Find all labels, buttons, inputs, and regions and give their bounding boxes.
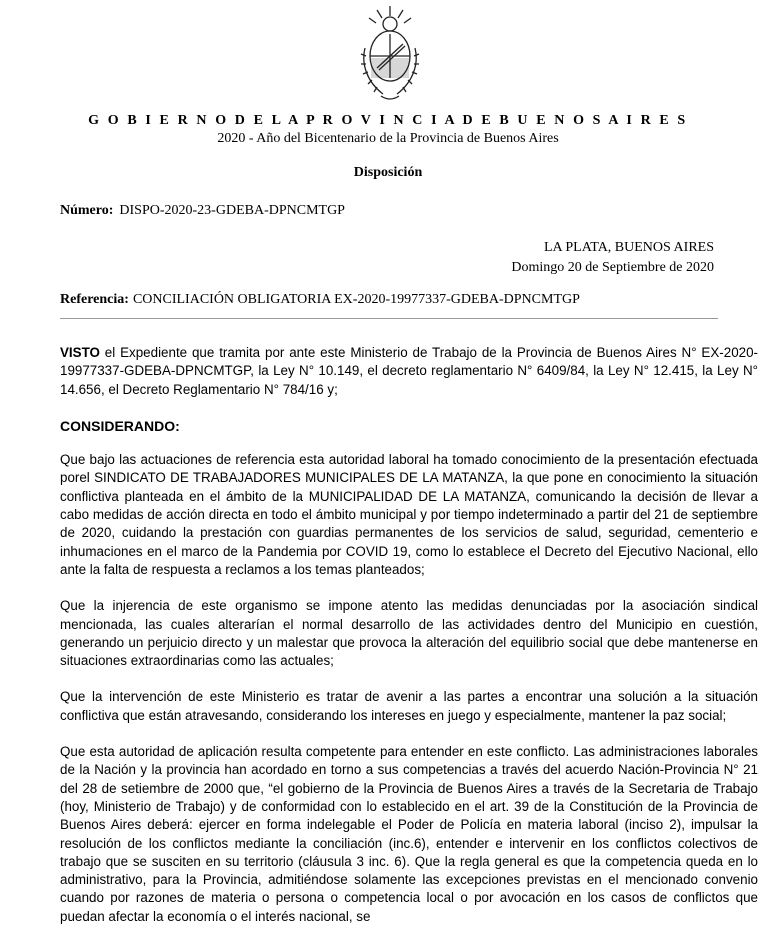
reference-label: Referencia: xyxy=(60,292,129,307)
government-header: G O B I E R N O D E L A P R O V I N C I A D E B U E N O S A I R E S xyxy=(88,113,688,128)
visto-text: el Expediente que tramita por ante este Ministerio de Trabajo de la Provincia de Buenos Aires N° EX-2020-19977337-GDEBA-DPNCMTGP, la Ley N° 10.149, el decreto reglamentario N° 6409/84, la Ley N° 12.415, la Ley N° 14.656, el Decreto Reglamentario N° 784/16 y; xyxy=(60,345,758,397)
number-value: DISPO-2020-23-GDEBA-DPNCMTGP xyxy=(119,203,345,218)
paragraph-2: Que la injerencia de este organismo se impone atento las medidas denunciadas por la asociación sindical mencionada, las cuales alterarían el normal desarrollo de las actividades dentro del Municipio en cuestión, generando un perjuicio directo y un malestar que provoca la alteración del equilibrio social que debe mantenerse en situaciones extraordinarias como las actuales; xyxy=(60,598,758,669)
document-type: Disposición xyxy=(353,165,423,180)
city: LA PLATA, BUENOS AIRES xyxy=(543,240,714,255)
paragraph-1: Que bajo las actuaciones de referencia esta autoridad laboral ha tomado conocimiento de la presentación efectuada porel SINDICATO DE TRABAJADORES MUNICIPALES DE LA MATANZA, la que pone en conocimiento la situación conflictiva planteada en el ámbito de la MUNICIPALIDAD DE LA MATANZA, comunicando la decisión de llevar a cabo medidas de acción directa en todo el ámbito municipal y por tiempo indeterminado a partir del 21 de septiembre de 2020, cuidando la prestación con guardias permanentes de los servicios de salud, seguridad, cementerio e inhumaciones en el marco de la Pandemia por COVID 19, como lo establece el Decreto del Ejecutivo Nacional, ello ante la falta de respuesta a reclamos a los temas planteados; xyxy=(60,452,758,577)
paragraph-4: Que esta autoridad de aplicación resulta competente para entender en este conflicto. Las administraciones laborales de la Nación y la provincia han acordado en torno a sus competencias a través del acuerdo Nación-Provincia N° 21 del 28 de setiembre de 2000 que, “el gobierno de la Provincia de Buenos Aires a través de la Secretaria de Trabajo (hoy, Ministerio de Trabajo) y de conformidad con lo establecido en el art. 39 de la Constitución de la Provincia de Buenos Aires deberá: ejercer en forma indelegable el Poder de Policía en materia laboral (inciso 2), impulsar la resolución de los conflictos mediante la conciliación (inc.6), entender e intervenir en los conflictos colectivos de trabajo que se susciten en su territorio (cláusula 3 inc. 6). Que la regla general es que la competencia queda en lo administrativo, para la Provincia, admitiéndose solamente las excepciones previstas en el mencionado convenio cuando por razones de materia o persona o competencia local o por avocación en los casos de conflictos que puedan afectar la economía o el interés nacional, se xyxy=(60,744,758,924)
number-label: Número: xyxy=(60,203,114,218)
considerando-heading: CONSIDERANDO: xyxy=(60,417,180,434)
paragraph-3: Que la intervención de este Ministerio es tratar de avenir a las partes a encontrar una solución a la situación conflictiva que están atravesando, considerando los intereses en juego y especialmente, mantener la paz social; xyxy=(60,689,758,723)
reference-value: CONCILIACIÓN OBLIGATORIA EX-2020-19977337-GDEBA-DPNCMTGP xyxy=(132,292,580,307)
document-body xyxy=(60,344,758,944)
provincial-seal-icon xyxy=(357,4,423,104)
divider xyxy=(60,318,718,319)
place-and-date xyxy=(511,238,714,278)
date: Domingo 20 de Septiembre de 2020 xyxy=(511,260,714,275)
year-motto: 2020 - Año del Bicentenario de la Provincia de Buenos Aires xyxy=(217,131,559,146)
document-number xyxy=(60,203,345,219)
visto-paragraph xyxy=(60,344,758,399)
reference xyxy=(60,292,580,308)
visto-label: VISTO xyxy=(60,345,100,360)
